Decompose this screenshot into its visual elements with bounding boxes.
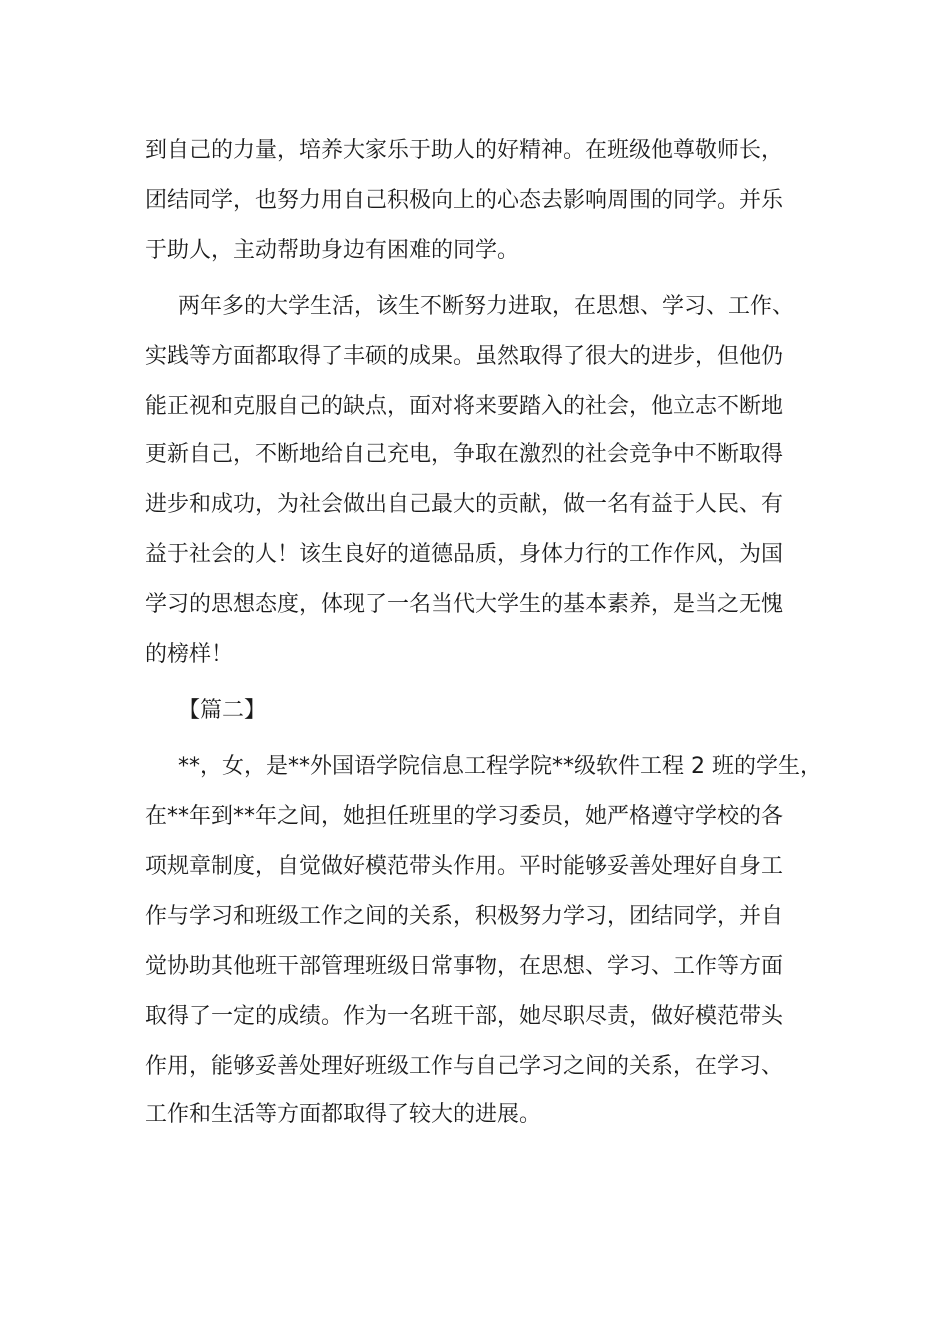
paragraph-line: 作与学习和班级工作之间的关系，积极努力学习，团结同学，并自 [145,904,784,929]
paragraph-line: 到自己的力量，培养大家乐于助人的好精神。在班级他尊敬师长， [145,138,784,163]
section-heading: 【篇二】 [178,698,267,723]
paragraph-line: 觉协助其他班干部管理班级日常事物，在思想、学习、工作等方面 [145,954,784,979]
paragraph-line: 能正视和克服自己的缺点，面对将来要踏入的社会，他立志不断地 [145,394,784,419]
paragraph-line: **，女，是**外国语学院信息工程学院**级软件工程 2 班的学生， [178,754,822,779]
paragraph-line: 实践等方面都取得了丰硕的成果。虽然取得了很大的进步，但他仍 [145,344,784,369]
paragraph-line: 进步和成功，为社会做出自己最大的贡献，做一名有益于人民、有 [145,492,784,517]
paragraph-line: 益于社会的人！该生良好的道德品质，身体力行的工作作风，为国 [145,542,784,567]
paragraph-line: 学习的思想态度，体现了一名当代大学生的基本素养，是当之无愧 [145,592,784,617]
paragraph-line: 的榜样！ [145,642,234,667]
paragraph-line: 在**年到**年之间，她担任班里的学习委员，她严格遵守学校的各 [145,804,784,829]
paragraph-line: 取得了一定的成绩。作为一名班干部，她尽职尽责，做好模范带头 [145,1004,784,1029]
paragraph-line: 于助人，主动帮助身边有困难的同学。 [145,238,520,263]
paragraph-line: 更新自己，不断地给自己充电，争取在激烈的社会竞争中不断取得 [145,442,784,467]
paragraph-line: 两年多的大学生活，该生不断努力进取，在思想、学习、工作、 [178,294,795,319]
paragraph-line: 团结同学，也努力用自己积极向上的心态去影响周围的同学。并乐 [145,188,784,213]
paragraph-line: 工作和生活等方面都取得了较大的进展。 [145,1102,542,1127]
paragraph-line: 作用，能够妥善处理好班级工作与自己学习之间的关系，在学习、 [145,1054,784,1079]
paragraph-line: 项规章制度，自觉做好模范带头作用。平时能够妥善处理好自身工 [145,854,784,879]
